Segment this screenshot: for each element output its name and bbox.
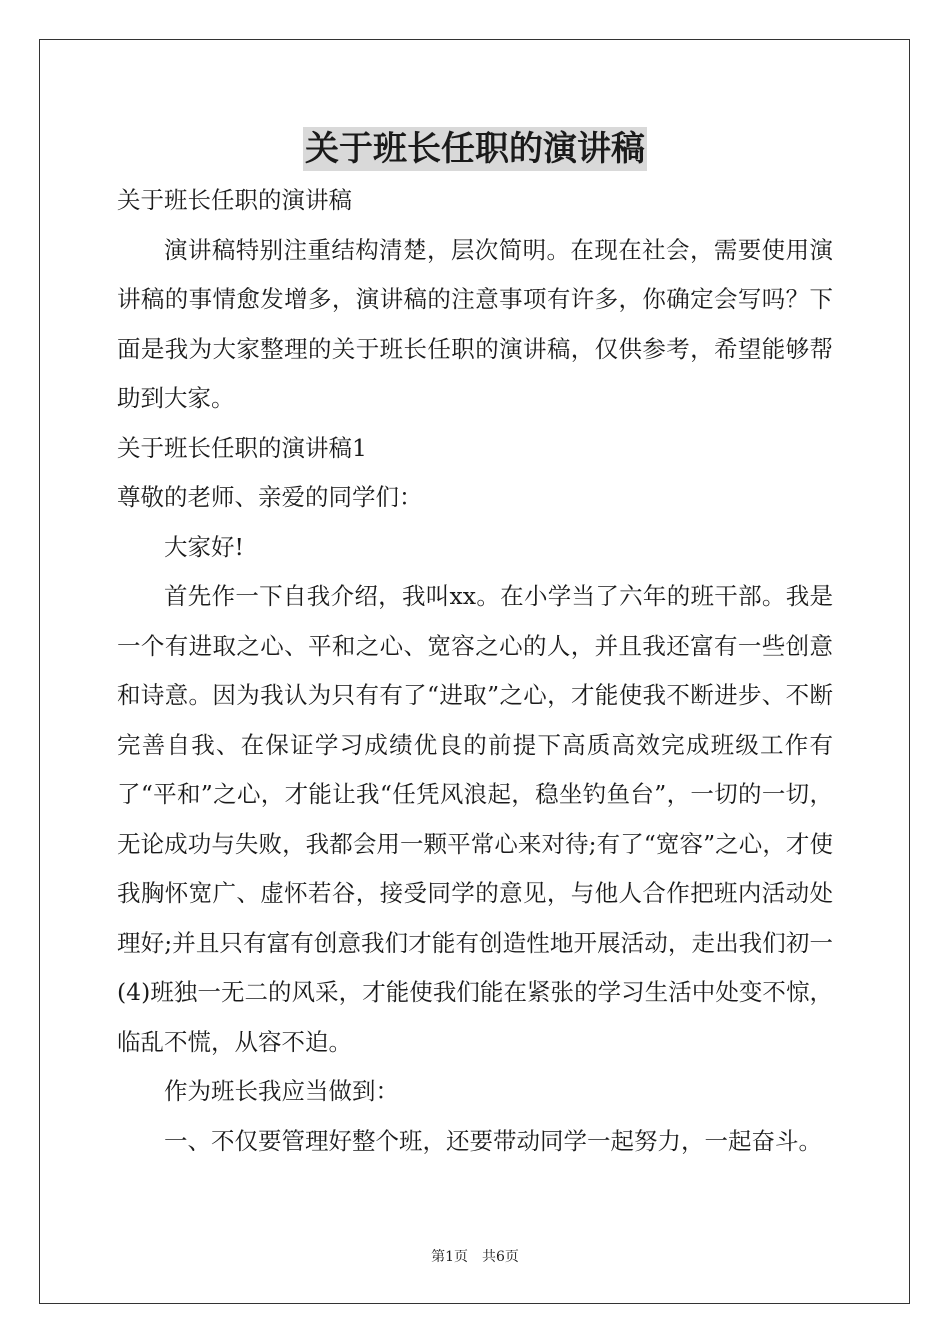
- page-footer: [0, 1246, 950, 1266]
- page-total: 共6页: [482, 1249, 519, 1265]
- paragraph-subtitle: 关于班长任职的演讲稿: [117, 186, 352, 214]
- title-block: [0, 127, 950, 171]
- paragraph-self-intro: 首先作一下自我介绍，我叫xx。在小学当了六年的班干部。我是一个有进取之心、平和之心、宽容之心的人，并且我还富有一些创意和诗意。因为我认为只有有了“进取”之心，才能使我不断进步、不断完善自我、在保证学习成绩优良的前提下高质高效完成班级工作有了“平和”之心，才能让我“任凭风浪起，稳坐钓鱼台”，一切的一切，无论成功与失败，我都会用一颗平常心来对待;有了“宽容”之心，才使我胸怀宽广、虚怀若谷，接受同学的意见，与他人合作把班内活动处理好;并且只有富有创意我们才能有创造性地开展活动，走出我们初一(4)班独一无二的风采，才能使我们能在紧张的学习生活中处变不惊，临乱不慌，从容不迫。: [117, 582, 833, 1056]
- paragraph-greeting: 大家好!: [164, 532, 244, 561]
- page-number: 第1页: [431, 1249, 468, 1265]
- paragraph-duty-1: 一、不仅要管理好整个班，还要带动同学一起努力，一起奋斗。: [164, 1126, 822, 1155]
- paragraph-salutation: 尊敬的老师、亲爱的同学们：: [117, 483, 423, 511]
- document-title: 关于班长任职的演讲稿: [305, 129, 645, 169]
- document-body: [117, 176, 833, 1166]
- paragraph-speech-heading: 关于班长任职的演讲稿1: [117, 433, 367, 462]
- paragraph-duties-heading: 作为班长我应当做到：: [164, 1077, 399, 1105]
- paragraph-intro: 演讲稿特别注重结构清楚，层次简明。在现在社会，需要使用演讲稿的事情愈发增多，演讲稿的注意事项有许多，你确定会写吗？下面是我为大家整理的关于班长任职的演讲稿，仅供参考，希望能够帮助到大家。: [117, 235, 833, 412]
